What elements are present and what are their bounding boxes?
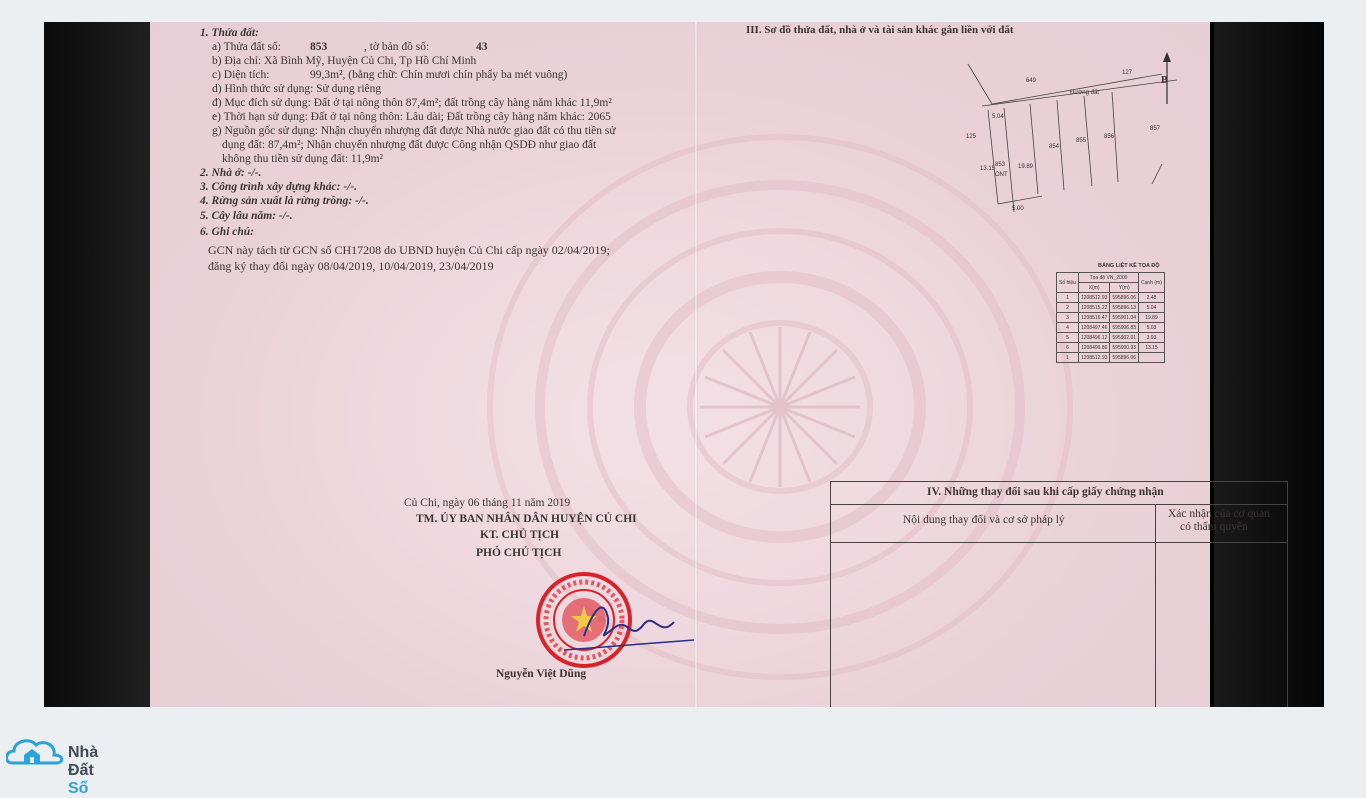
coord-cell-x: 1208515.22 — [1078, 303, 1109, 313]
parcel-label: 856 — [1104, 134, 1115, 140]
parcel-number-label: a) Thửa đất số: — [212, 41, 281, 53]
coord-cell-p: 3 — [1057, 313, 1079, 323]
changes-table — [830, 481, 1288, 707]
usage-form: d) Hình thức sử dụng: Sử dụng riêng — [212, 83, 382, 95]
coord-cell-e: 5.04 — [1139, 303, 1165, 313]
parcel-label: 649 — [1026, 78, 1037, 84]
col-confirm-label-2: có thẩm quyền — [1180, 521, 1248, 533]
usage-purpose: đ) Mục đích sử dụng: Đất ở tại nông thôn 87,4m²; đất trồng cây hàng năm khác 11,9m² — [212, 97, 612, 109]
changes-col-content — [831, 504, 1156, 543]
landuse-label: ONT — [995, 172, 1008, 178]
col-y: Y(m) — [1110, 283, 1139, 293]
certificate-photo — [44, 22, 1324, 707]
parcel-label: 857 — [1150, 126, 1161, 132]
coord-cell-y: 595896.13 — [1110, 303, 1139, 313]
coord-cell-y: 595900.93 — [1110, 343, 1139, 353]
section-1-heading: 1. Thửa đất: — [200, 27, 259, 39]
section-3-title: III. Sơ đồ thửa đất, nhà ở và tài sản khác gắn liền với đất — [746, 24, 1014, 36]
parcel-label: 855 — [1076, 138, 1087, 144]
coord-cell-e: 3.93 — [1139, 333, 1165, 343]
coord-row — [1057, 293, 1165, 303]
coord-cell-p: 5 — [1057, 333, 1079, 343]
area-value: 99,3m², (bằng chữ: Chín mươi chín phẩy ba mét vuông) — [310, 69, 568, 81]
coord-cell-y: 595896.06 — [1110, 353, 1139, 363]
coord-cell-x: 1208496.12 — [1078, 333, 1109, 343]
coord-cell-e: 2.48 — [1139, 293, 1165, 303]
col-edge: Cạnh (m) — [1139, 273, 1165, 293]
signature — [534, 588, 724, 658]
issuing-authority: TM. ỦY BAN NHÂN DÂN HUYỆN CỦ CHI — [416, 513, 637, 525]
coord-row — [1057, 323, 1165, 333]
coord-cell-p: 1 — [1057, 353, 1079, 363]
parcel-label: 125 — [966, 134, 977, 140]
coord-cell-p: 4 — [1057, 323, 1079, 333]
coord-cell-e: 19.89 — [1139, 313, 1165, 323]
coordinate-table — [1056, 272, 1165, 363]
section-2: 2. Nhà ở: -/-. — [200, 167, 262, 179]
parcel-label: 853 — [995, 162, 1006, 168]
parcel-diagram — [962, 44, 1182, 224]
coord-cell-e: 13.15 — [1139, 343, 1165, 353]
chairman-title: KT. CHỦ TỊCH — [480, 529, 560, 541]
note-line-1: GCN này tách từ GCN số CH17208 do UBND huyện Củ Chi cấp ngày 02/04/2019; — [208, 243, 610, 257]
road-label: Đường đất — [1070, 90, 1099, 96]
origin-line-2: dụng đất: 87,4m²; Nhận chuyển nhượng đất được Công nhận QSDĐ như giao đất — [222, 139, 597, 151]
usage-term: e) Thời hạn sử dụng: Đất ở tại nông thôn: Lâu dài; Đất trồng cây hàng năm khác: 2065 — [212, 111, 611, 123]
coord-row — [1057, 353, 1165, 363]
changes-col-confirm — [1156, 504, 1287, 543]
coord-cell-x: 1208499.80 — [1078, 343, 1109, 353]
col-confirm-label-1: Xác nhận của cơ quan — [1168, 508, 1270, 520]
coord-row — [1057, 313, 1165, 323]
section-4-title: IV. Những thay đổi sau khi cấp giấy chứng nhận — [927, 486, 1164, 498]
origin-line-3: không thu tiền sử dụng đất: 11,9m² — [222, 153, 383, 165]
vice-chairman-title: PHÓ CHỦ TỊCH — [476, 547, 562, 559]
issue-date: Củ Chi, ngày 06 tháng 11 năm 2019 — [404, 497, 571, 509]
area-label: c) Diện tích: — [212, 69, 270, 81]
map-sheet-label: , tờ bản đồ số: — [364, 41, 430, 53]
coord-row — [1057, 303, 1165, 313]
coord-cell-x: 1208512.93 — [1078, 353, 1109, 363]
coord-row — [1057, 343, 1165, 353]
note-line-2: đăng ký thay đổi ngày 08/04/2019, 10/04/2019, 23/04/2019 — [208, 259, 494, 273]
parcel-label: 854 — [1049, 144, 1060, 150]
col-point: Số hiệu — [1057, 273, 1079, 293]
coord-cell-x: 1208516.47 — [1078, 313, 1109, 323]
section-3: 3. Công trình xây dựng khác: -/-. — [200, 181, 358, 193]
house-cloud-icon — [6, 733, 66, 767]
parcel-number: 853 — [310, 41, 328, 53]
dimension-label: 5.00 — [1012, 206, 1024, 212]
col-coord: Tọa độ VN_2000 — [1078, 273, 1138, 283]
dimension-label: 13.15 — [980, 166, 996, 172]
changes-divider — [1155, 542, 1156, 707]
col-x: X(m) — [1078, 283, 1109, 293]
coord-cell-e — [1139, 353, 1165, 363]
changes-table-header — [831, 482, 1287, 505]
coord-cell-y: 595901.04 — [1110, 313, 1139, 323]
section-4: 4. Rừng sản xuất là rừng trồng: -/-. — [200, 195, 369, 207]
col-content-label: Nội dung thay đổi và cơ sở pháp lý — [903, 514, 1065, 526]
coord-cell-p: 1 — [1057, 293, 1079, 303]
coord-cell-x: 1208497.46 — [1078, 323, 1109, 333]
coord-cell-p: 6 — [1057, 343, 1079, 353]
map-sheet-number: 43 — [476, 41, 488, 53]
brand-name-part-2: Số — [68, 780, 89, 797]
coord-cell-y: 595896.06 — [1110, 293, 1139, 303]
photo-background-left — [44, 22, 152, 707]
coord-row — [1057, 333, 1165, 343]
land-certificate-page — [150, 22, 1270, 707]
coord-cell-y: 595902.01 — [1110, 333, 1139, 343]
north-label: B — [1161, 75, 1168, 86]
signer-name: Nguyễn Việt Dũng — [496, 668, 587, 680]
dimension-label: 5.04 — [992, 114, 1004, 120]
section-5: 5. Cây lâu năm: -/-. — [200, 210, 293, 222]
brand-name — [68, 744, 98, 798]
coord-table-title: BẢNG LIỆT KÊ TỌA ĐỘ — [1098, 263, 1160, 269]
section-6-heading: 6. Ghi chú: — [200, 226, 254, 238]
parcel-label: 127 — [1122, 70, 1133, 76]
coord-cell-p: 2 — [1057, 303, 1079, 313]
origin-line-1: g) Nguồn gốc sử dụng: Nhận chuyển nhượng đất được Nhà nước giao đất có thu tiền sử — [212, 125, 616, 137]
dimension-label: 19.89 — [1018, 164, 1034, 170]
coord-cell-y: 595906.83 — [1110, 323, 1139, 333]
coord-cell-e: 5.03 — [1139, 323, 1165, 333]
address-line: b) Địa chỉ: Xã Bình Mỹ, Huyện Củ Chi, Tp Hồ Chí Minh — [212, 55, 477, 67]
brand-name-part-1: Nhà Đất — [68, 744, 99, 779]
coord-cell-x: 1208512.93 — [1078, 293, 1109, 303]
